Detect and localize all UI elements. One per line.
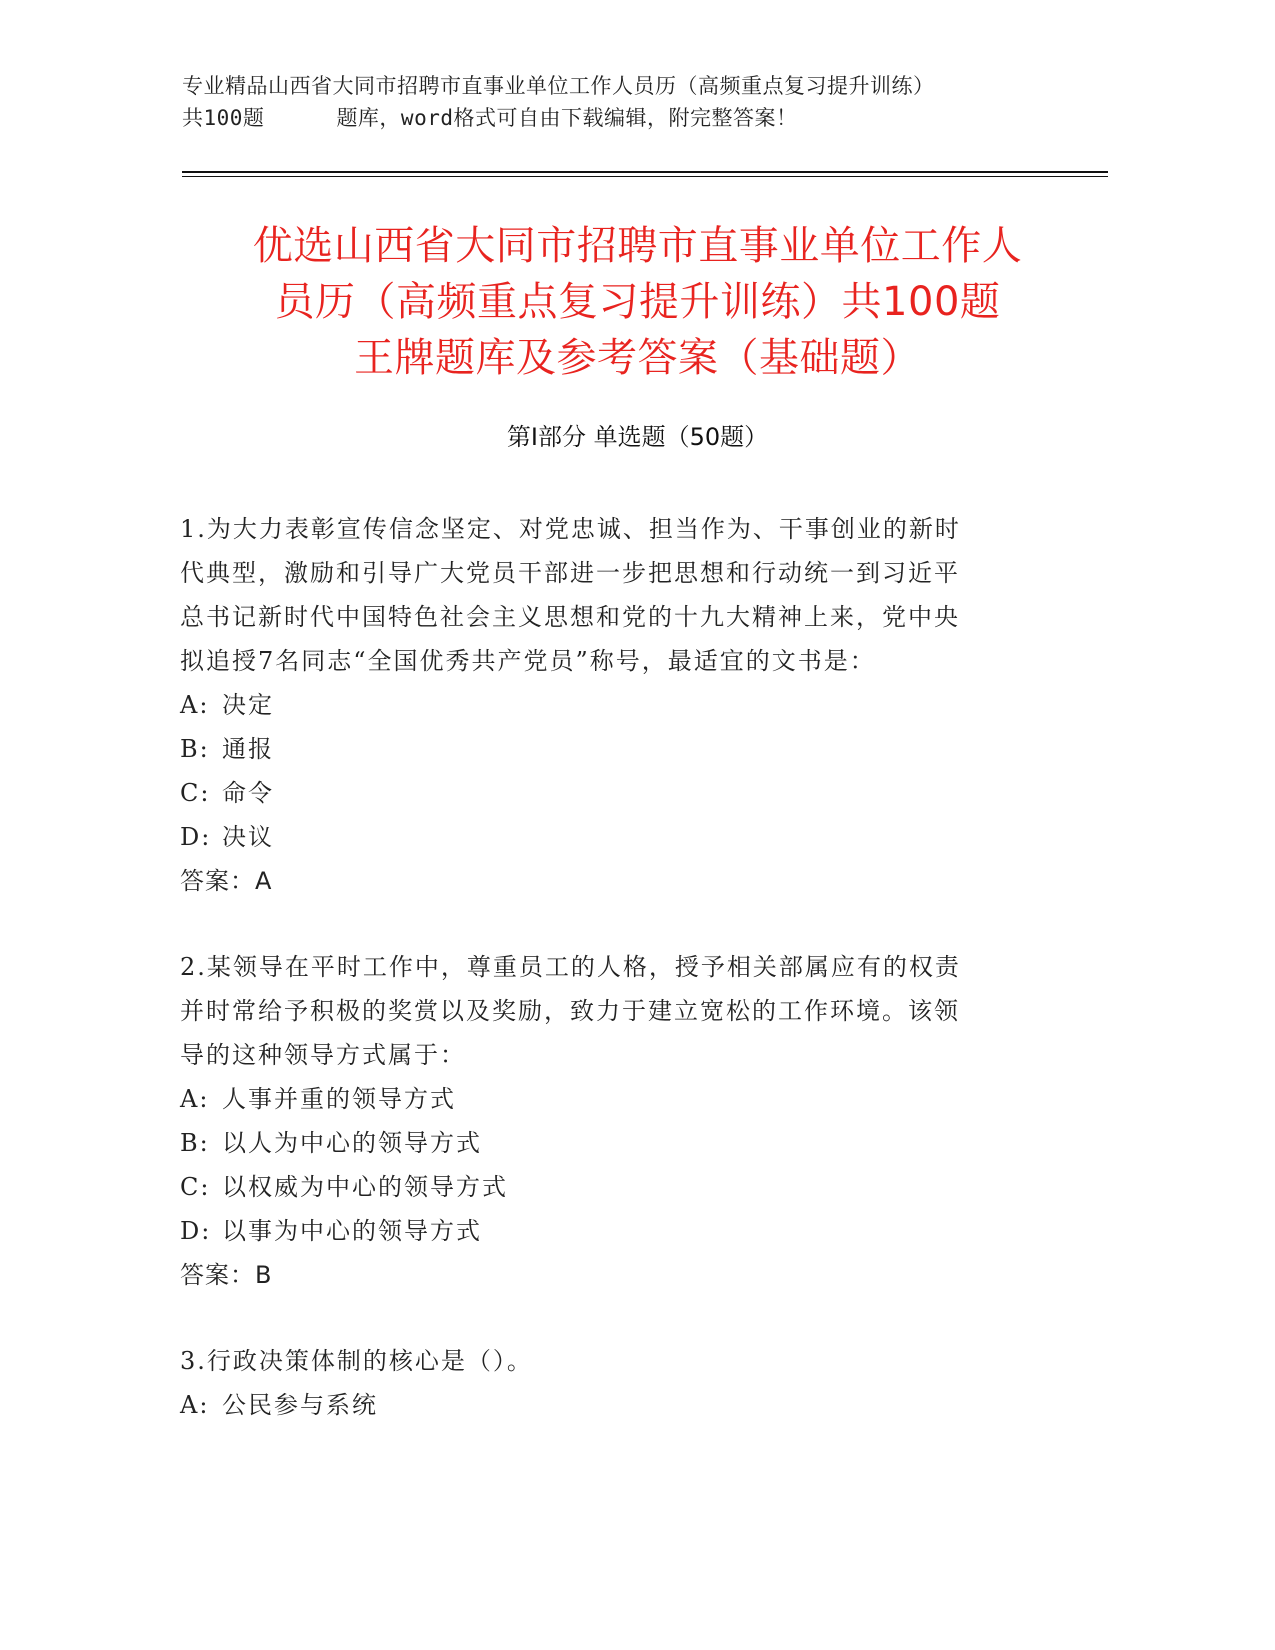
header-divider-thin <box>182 176 1108 177</box>
header-line-2-right: 题库，word格式可自由下载编辑，附完整答案！ <box>336 106 798 130</box>
question-stem-line: 2.某领导在平时工作中，尊重员工的人格，授予相关部属应有的权责 <box>180 953 961 981</box>
header-line-1: 专业精品山西省大同市招聘市直事业单位工作人员历（高频重点复习提升训练） <box>182 74 935 98</box>
option-key: C: <box>180 1173 211 1201</box>
header-line-2-left: 共100题 <box>182 106 265 130</box>
option-c <box>180 1165 1020 1209</box>
answer-line: 答案：A <box>180 867 273 895</box>
option-text: 通报 <box>222 735 274 763</box>
option-text: 决议 <box>222 823 274 851</box>
option-text: 人事并重的领导方式 <box>222 1085 456 1113</box>
document-title <box>150 218 1125 386</box>
question-stem-line: 1.为大力表彰宣传信念坚定、对党忠诚、担当作为、干事创业的新时 <box>180 515 961 543</box>
option-key: A: <box>180 1085 210 1113</box>
question-stem-line: 并时常给予积极的奖赏以及奖励，致力于建立宽松的工作环境。该领 <box>180 997 960 1025</box>
option-b <box>180 727 1020 771</box>
header-divider-thick <box>182 171 1108 173</box>
title-line-1: 优选山西省大同市招聘市直事业单位工作人 <box>252 223 1023 269</box>
header-line-2 <box>182 102 1062 134</box>
question-2 <box>180 945 1020 1297</box>
document-header <box>182 70 1062 134</box>
option-d <box>180 815 1020 859</box>
question-stem-line: 3.行政决策体制的核心是（）。 <box>180 1347 533 1375</box>
option-key: D: <box>180 1217 212 1245</box>
option-text: 以事为中心的领导方式 <box>222 1217 482 1245</box>
option-key: B: <box>180 735 210 763</box>
question-stem-line: 代典型，激励和引导广大党员干部进一步把思想和行动统一到习近平 <box>180 559 960 587</box>
option-d <box>180 1209 1020 1253</box>
question-stem-line: 总书记新时代中国特色社会主义思想和党的十九大精神上来，党中央 <box>180 603 960 631</box>
section-heading: 第I部分 单选题（50题） <box>506 423 769 451</box>
title-line-2: 员历（高频重点复习提升训练）共100题 <box>274 279 1001 325</box>
option-a <box>180 683 1020 727</box>
question-stem-line: 导的这种领导方式属于： <box>180 1041 466 1069</box>
answer-line: 答案：B <box>180 1261 273 1289</box>
option-text: 以权威为中心的领导方式 <box>222 1173 508 1201</box>
question-stem-line: 拟追授7名同志“全国优秀共产党员”称号，最适宜的文书是： <box>180 647 876 675</box>
option-text: 以人为中心的领导方式 <box>222 1129 482 1157</box>
question-3 <box>180 1339 1020 1427</box>
option-key: A: <box>180 691 210 719</box>
option-key: A: <box>180 1391 210 1419</box>
option-a <box>180 1077 1020 1121</box>
option-b <box>180 1121 1020 1165</box>
title-line-3: 王牌题库及参考答案（基础题） <box>354 335 921 381</box>
option-c <box>180 771 1020 815</box>
option-key: B: <box>180 1129 210 1157</box>
option-text: 公民参与系统 <box>222 1391 378 1419</box>
option-a <box>180 1383 1020 1427</box>
option-key: D: <box>180 823 212 851</box>
option-text: 决定 <box>222 691 274 719</box>
option-key: C: <box>180 779 211 807</box>
question-1 <box>180 507 1020 903</box>
option-text: 命令 <box>222 779 274 807</box>
question-list <box>180 507 1020 1469</box>
